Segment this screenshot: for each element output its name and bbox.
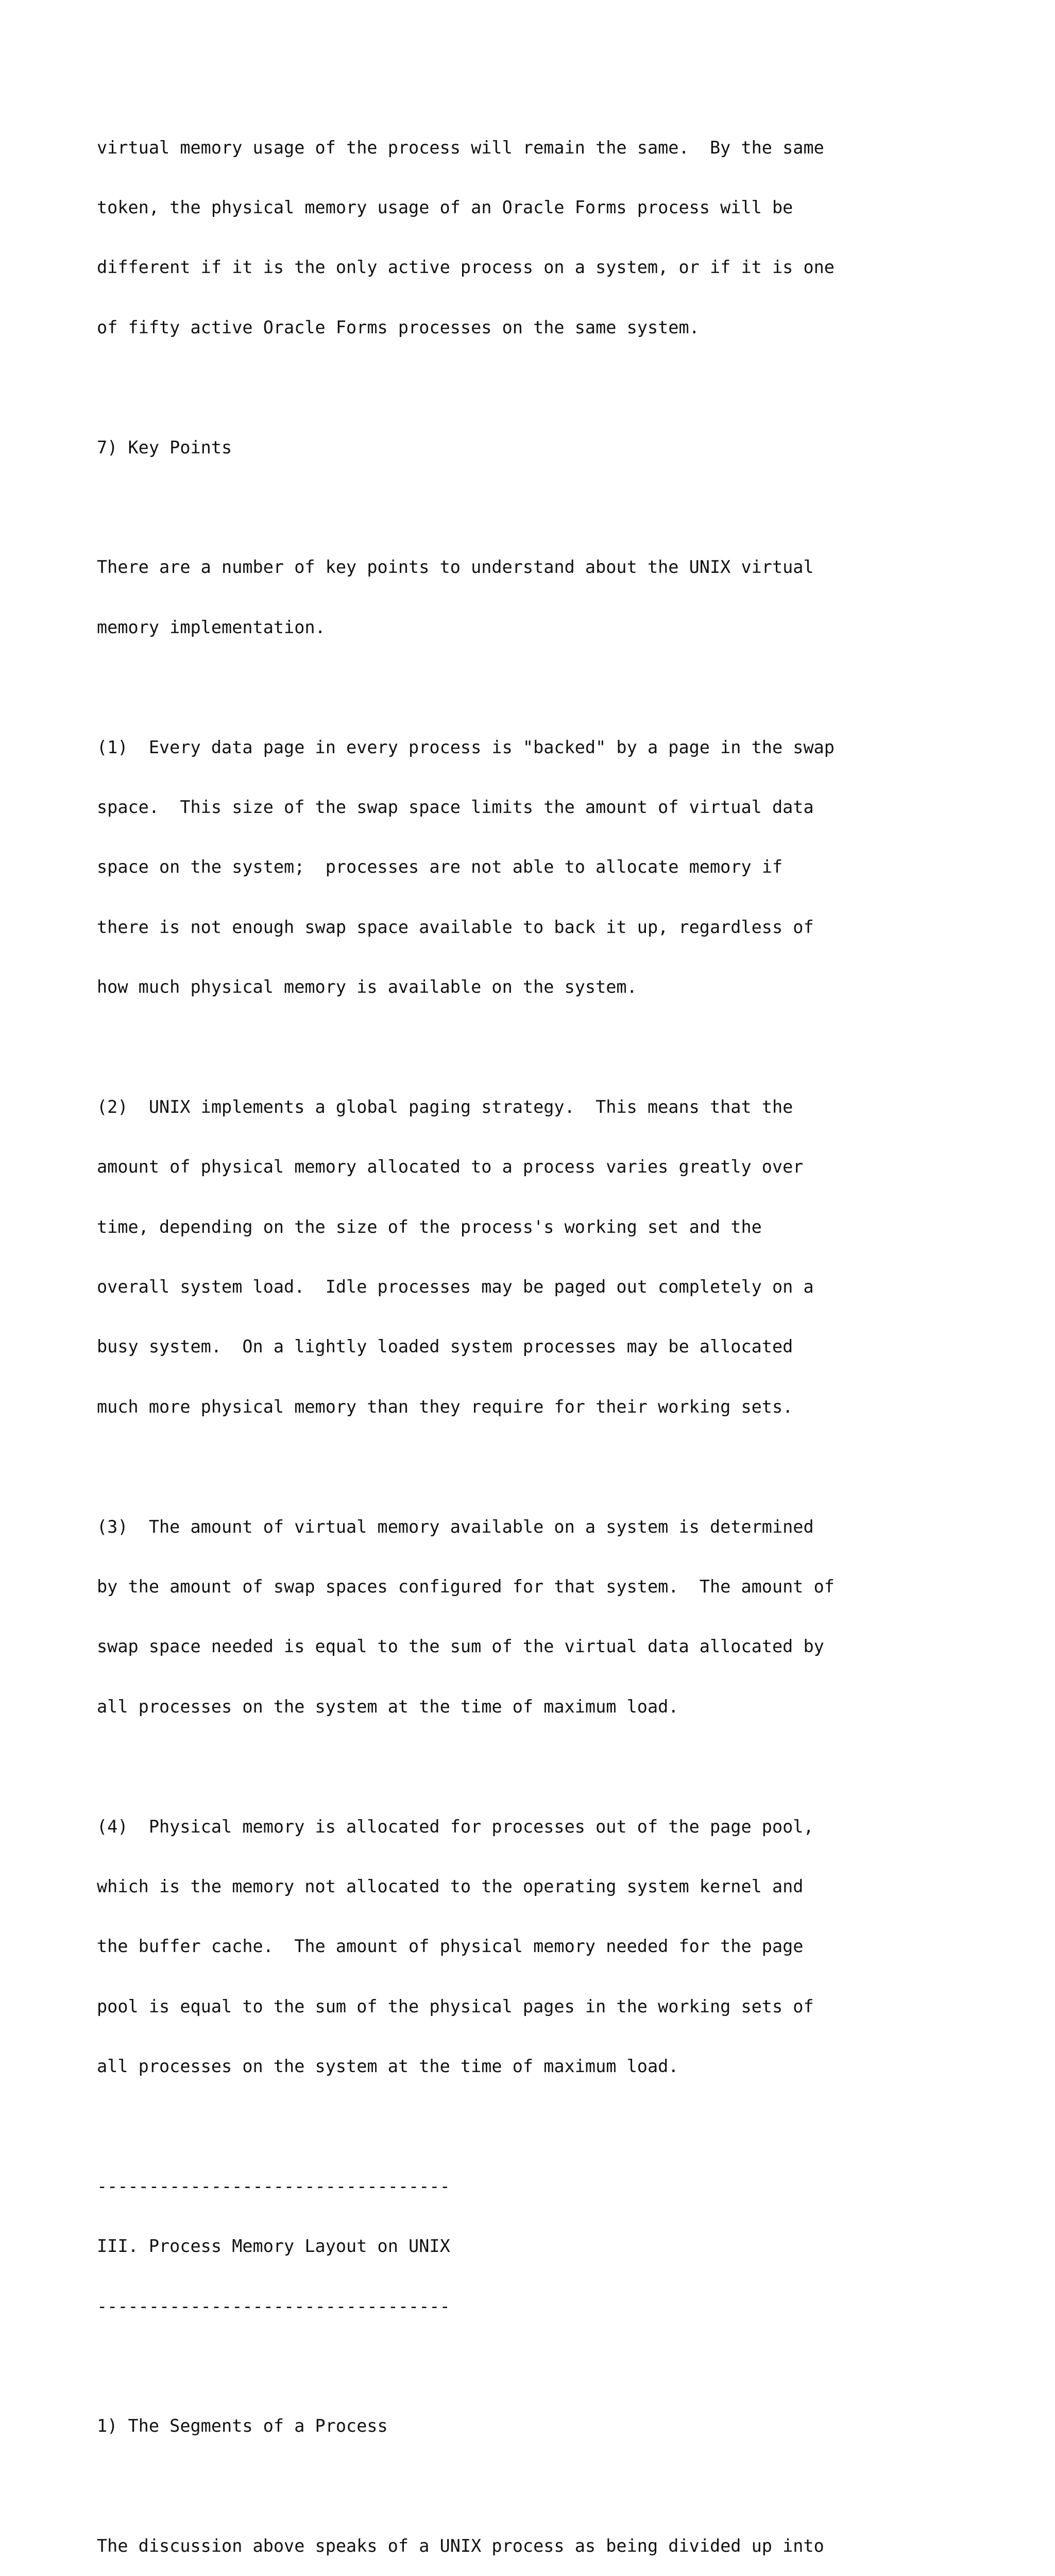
heading-line: 1) The Segments of a Process (97, 2416, 388, 2436)
text-line: (3) The amount of virtual memory available on a system is determined (97, 1516, 814, 1537)
section-heading-process-memory-layout (97, 2137, 1024, 2357)
text-line: virtual memory usage of the process will remain the same. By the same (97, 137, 824, 158)
heading-line: 7) Key Points (97, 437, 232, 457)
text-line: by the amount of swap spaces configured for that system. The amount of (97, 1576, 835, 1597)
text-line: amount of physical memory allocated to a process varies greatly over (97, 1157, 804, 1177)
paragraph-key-points-intro (97, 518, 1024, 677)
heading-rule-bottom: ---------------------------------- (97, 2296, 450, 2316)
text-line: overall system load. Idle processes may be paged out completely on a (97, 1277, 814, 1297)
text-line: (4) Physical memory is allocated for processes out of the page pool, (97, 1816, 814, 1837)
text-line: busy system. On a lightly loaded system processes may be allocated (97, 1336, 793, 1357)
document-page (97, 98, 1024, 2576)
text-line: (2) UNIX implements a global paging strategy. This means that the (97, 1096, 793, 1117)
text-line: much more physical memory than they require for their working sets. (97, 1396, 793, 1417)
text-line: space. This size of the swap space limits the amount of virtual data (97, 796, 814, 817)
paragraph-intro-continuation (97, 98, 1024, 378)
key-point-4 (97, 1777, 1024, 2117)
text-line: space on the system; processes are not able to allocate memory if (97, 857, 783, 877)
text-line: there is not enough swap space available to back it up, regardless of (97, 917, 814, 937)
paragraph-segments-overview (97, 2497, 1024, 2576)
text-line: pool is equal to the sum of the physical pages in the working sets of (97, 1996, 814, 2016)
key-point-1 (97, 698, 1024, 1038)
text-line: token, the physical memory usage of an Oracle Forms process will be (97, 197, 793, 217)
text-line: There are a number of key points to understand about the UNIX virtual (97, 557, 814, 578)
text-line: all processes on the system at the time of maximum load. (97, 1696, 679, 1717)
section-heading-key-points (97, 398, 1024, 498)
heading-rule-top: ---------------------------------- (97, 2176, 450, 2196)
heading-line: III. Process Memory Layout on UNIX (97, 2236, 450, 2257)
text-line: memory implementation. (97, 617, 326, 637)
text-line: (1) Every data page in every process is "backed" by a page in the swap (97, 737, 835, 757)
key-point-3 (97, 1477, 1024, 1757)
text-line: swap space needed is equal to the sum of the virtual data allocated by (97, 1636, 824, 1657)
text-line: how much physical memory is available on the system. (97, 977, 637, 997)
text-line: The discussion above speaks of a UNIX process as being divided up into (97, 2536, 824, 2556)
text-line: the buffer cache. The amount of physical memory needed for the page (97, 1936, 804, 1957)
text-line: of fifty active Oracle Forms processes on the same system. (97, 317, 700, 337)
text-line: which is the memory not allocated to the operating system kernel and (97, 1876, 804, 1896)
key-point-2 (97, 1057, 1024, 1457)
text-line: different if it is the only active process on a system, or if it is one (97, 257, 835, 278)
subsection-heading-segments (97, 2377, 1024, 2477)
text-line: time, depending on the size of the process's working set and the (97, 1216, 762, 1237)
text-line: all processes on the system at the time of maximum load. (97, 2056, 679, 2077)
